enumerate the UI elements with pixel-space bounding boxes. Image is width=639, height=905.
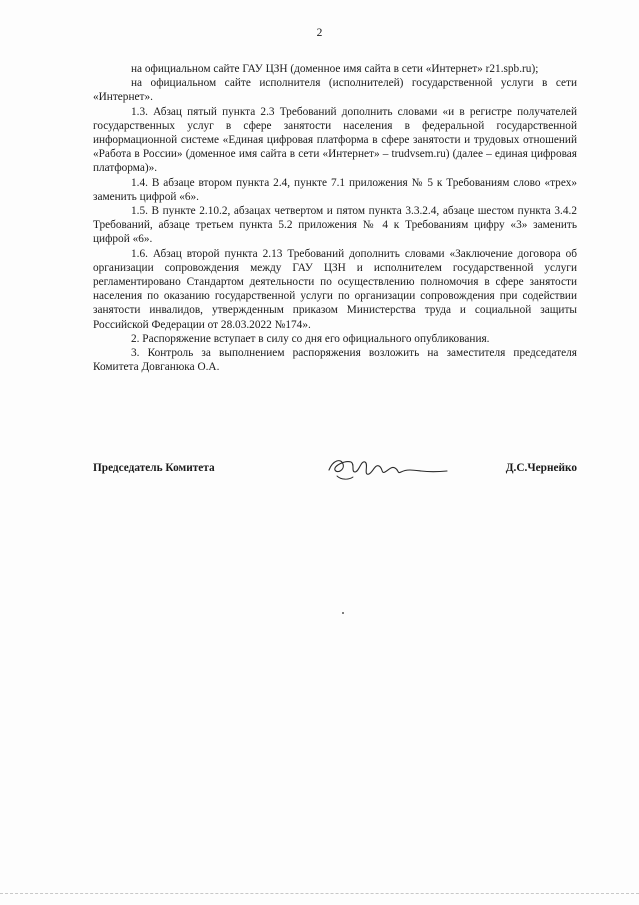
paragraph-item-1-6: 1.6. Абзац второй пункта 2.13 Требований дополнить словами «Заключение договора об организации сопровождения между ГАУ ЦЗН и исполнителем государственной услуги регламентировано Стандартом деятельности по осуществлению полномочия в сфере занятости населения по оказанию государственной услуги по организации сопровождения при содействии занятости инвалидов, утвержденным приказом Министерства труда и социальной защиты Российской Федерации от 28.03.2022 №174». [93, 247, 577, 331]
signature-block [93, 456, 577, 486]
paragraph-website-executor: на официальном сайте исполнителя (исполнителей) государственной услуги в сети «Интернет». [93, 77, 577, 104]
paragraph-item-1-3: 1.3. Абзац пятый пункта 2.3 Требований дополнить словами «и в регистре получателей государственных услуг в сфере занятости населения в федеральной государственной информационной системе «Единая цифровая платформа в сфере занятости и трудовых отношений «Работа в России» (доменное имя сайта в сети «Интернет» – trudvsem.ru) (далее – единая цифровая платформа)». [93, 105, 577, 175]
paragraph-item-2: 2. Распоряжение вступает в силу со дня его официального опубликования. [131, 332, 490, 345]
signatory-title: Председатель Комитета [93, 462, 215, 474]
scan-edge-line [0, 893, 639, 895]
paragraph-item-1-4: 1.4. В абзаце втором пункта 2.4, пункте 7.1 приложения № 5 к Требованиям слово «трех» заменить цифрой «6». [93, 176, 577, 203]
handwritten-signature [323, 450, 453, 486]
paragraph-website-gau: на официальном сайте ГАУ ЦЗН (доменное имя сайта в сети «Интернет» r21.spb.ru); [131, 63, 539, 75]
signatory-name: Д.С.Чернейко [505, 462, 577, 474]
document-body [93, 62, 577, 374]
page-number: 2 [316, 27, 323, 39]
paragraph-item-3: 3. Контроль за выполнением распоряжения возложить на заместителя председателя Комитета Довганюка О.А. [93, 347, 577, 374]
scan-speck [342, 612, 344, 614]
paragraph-item-1-5: 1.5. В пункте 2.10.2, абзацах четвертом и пятом пункта 3.3.2.4, абзаце шестом пункта 3.4.2 Требований, абзаце третьем пункта 5.2 приложения № 4 к Требованиям цифру «3» заменить цифрой «6». [93, 205, 577, 246]
